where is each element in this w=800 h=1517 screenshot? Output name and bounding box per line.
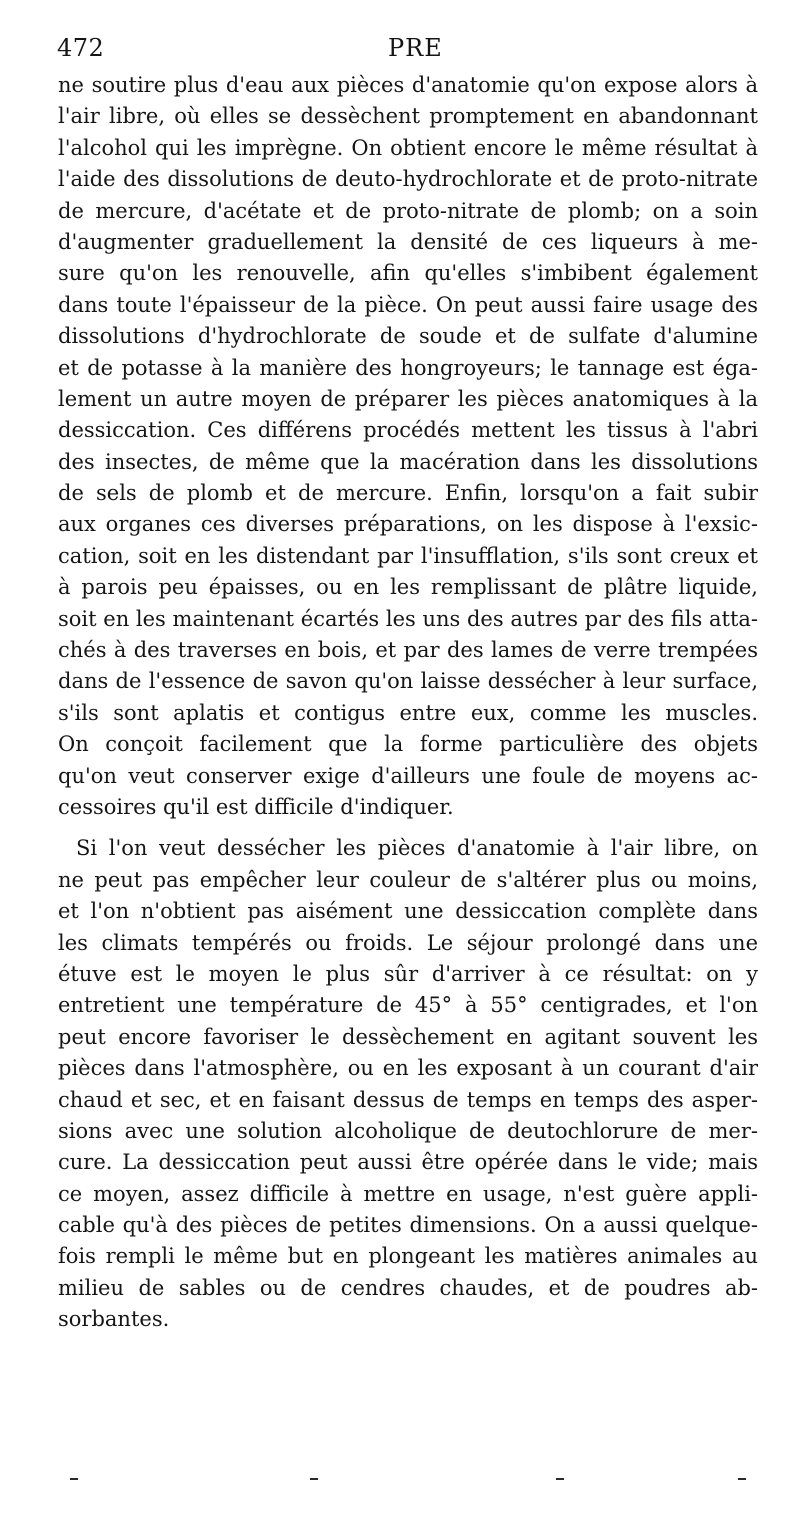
text-line: cure. La dessiccation peut aussi être opérée dans le vide; mais [58,1150,758,1175]
text-line: fois rempli le même but en plongeant les matières animales au [58,1244,758,1269]
text-line: milieu de sables ou de cendres chaudes, et de poudres ab- [58,1275,758,1300]
text-line: entretient une température de 45° à 55° centigrades, et l'on [58,993,758,1018]
text-line: cessoires qu'il est difficile d'indiquer. [58,794,454,819]
text-line: soit en les maintenant écartés les uns des autres par des fils atta- [58,606,758,631]
scan-speck [738,1478,746,1480]
text-line: qu'on veut conserver exige d'ailleurs une foule de moyens ac- [58,763,758,788]
text-line: l'aide des dissolutions de deuto-hydrochlorate et de proto-nitrate [58,167,758,192]
text-line: On conçoit facilement que la forme particulière des objets [58,732,758,757]
text-line: ce moyen, assez difficile à mettre en usage, n'est guère appli- [58,1181,758,1206]
text-line: l'alcohol qui les imprègne. On obtient encore le même résultat à [58,135,758,160]
scan-speck [310,1478,318,1480]
text-line: les climats tempérés ou froids. Le séjour prolongé dans une [58,930,758,955]
text-line: sure qu'on les renouvelle, afin qu'elles s'imbibent également [58,261,758,286]
text-line: et l'on n'obtient pas aisément une dessiccation complète dans [58,899,758,924]
scan-speck [70,1478,78,1480]
text-line: dessiccation. Ces différens procédés mettent les tissus à l'abri [58,418,758,443]
text-line: ne soutire plus d'eau aux pièces d'anatomie qu'on expose alors à [58,73,758,97]
text-line: d'augmenter graduellement la densité de ces liqueurs à me- [58,229,758,254]
text-line: chaud et sec, et en faisant dessus de temps en temps des asper- [58,1087,758,1112]
text-line: l'air libre, où elles se dessèchent promptement en abandonnant [58,104,758,129]
text-line: sorbantes. [58,1307,170,1332]
text-line: cation, soit en les distendant par l'insufflation, s'ils sont creux et [58,543,758,568]
text-line: s'ils sont aplatis et contigus entre eux, comme les muscles. [58,700,758,725]
text-line: à parois peu épaisses, ou en les remplissant de plâtre liquide, [58,575,758,600]
text-line: ne peut pas empêcher leur couleur de s'altérer plus ou moins, [58,867,758,892]
text-line: de mercure, d'acétate et de proto-nitrate de plomb; on a soin [58,198,758,223]
paragraph-1 [58,70,758,823]
text-line: cable qu'à des pièces de petites dimensions. On a aussi quelque- [58,1213,758,1238]
page-number: 472 [57,34,105,62]
text-line: étuve est le moyen le plus sûr d'arriver à ce résultat: on y [58,961,758,986]
text-line: et de potasse à la manière des hongroyeurs; le tannage est éga- [58,355,758,380]
scan-speck [556,1478,564,1480]
text-line: de sels de plomb et de mercure. Enfin, lorsqu'on a fait subir [58,481,758,506]
text-line: Si l'on veut dessécher les pièces d'anatomie à l'air libre, on [76,836,758,861]
paragraph-2 [58,833,758,1335]
text-line: peut encore favoriser le dessèchement en agitant souvent les [58,1024,758,1049]
text-line: sions avec une solution alcoholique de deutochlorure de mer- [58,1118,758,1143]
text-line: aux organes ces diverses préparations, on les dispose à l'exsic- [58,512,758,537]
text-line: pièces dans l'atmosphère, ou en les exposant à un courant d'air [58,1056,758,1081]
text-line: dans de l'essence de savon qu'on laisse dessécher à leur surface, [58,669,758,694]
text-line: chés à des traverses en bois, et par des lames de verre trempées [58,638,758,663]
text-line: dissolutions d'hydrochlorate de soude et de sulfate d'alumine [58,324,758,349]
body-text [58,70,758,1336]
text-line: lement un autre moyen de préparer les pièces anatomiques à la [58,386,758,411]
running-head: PRE [388,34,443,62]
text-line: des insectes, de même que la macération dans les dissolutions [58,449,758,474]
text-line: dans toute l'épaisseur de la pièce. On peut aussi faire usage des [58,292,758,317]
